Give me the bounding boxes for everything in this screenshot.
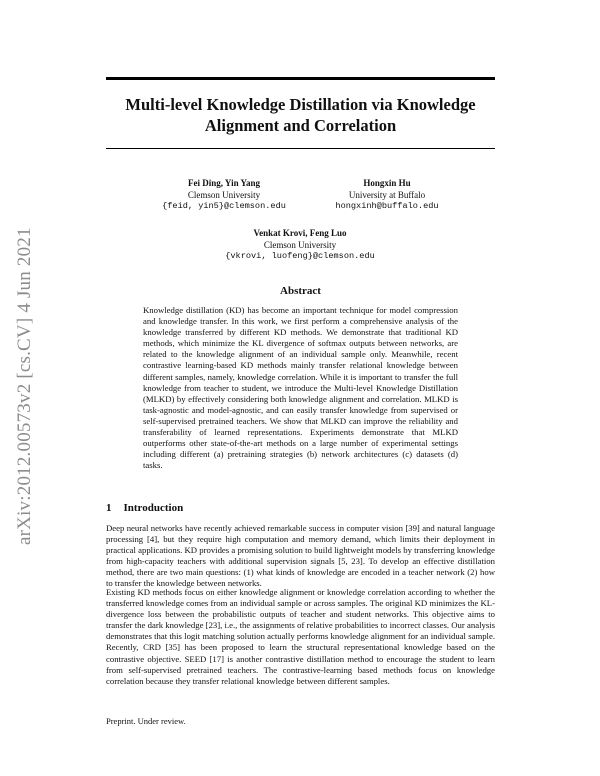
intro-paragraph-2: Existing KD methods focus on either knowledge alignment or knowledge correlation according to whether the transferred knowledge comes from an individual sample or across samples. The original KD minimizes the KL-divergence loss between the probabilistic outputs of teacher and student networks. This objective aims to transfer the dark knowledge [23], i.e., the assignments of relative probabilities to incorrect classes. Our analysis demonstrates that this logit matching solution actually performs knowledge alignment for an individual sample. Recently, CRD [35] has been proposed to learn the structural representational knowledge based on the contrastive objective. SEED [17] is another contrastive distillation method to encourage the student to learn from self-supervised pretrained teachers. The contrastive-learning based methods focus on knowledge correlation because they transfer relational knowledge between different samples. [106, 587, 495, 686]
title-top-rule [106, 77, 495, 80]
author-email: {feid, yin5}@clemson.edu [162, 201, 286, 211]
author-affiliation: Clemson University [263, 239, 337, 250]
arxiv-identifier-stamp: arXiv:2012.00573v2 [cs.CV] 4 Jun 2021 [14, 227, 35, 545]
author-block-3 [220, 228, 380, 263]
author-affiliation: University at Buffalo [348, 189, 426, 200]
title-bottom-rule [106, 148, 495, 149]
author-affiliation: Clemson University [187, 189, 261, 200]
author-name: Fei Ding, Yin Yang [187, 178, 260, 188]
author-block-2 [312, 178, 462, 213]
abstract-text: Knowledge distillation (KD) has become an important technique for model compression and knowledge transfer. In this work, we first perform a comprehensive analysis of the knowledge transferred by different KD methods. We demonstrate that traditional KD methods, which minimize the KL divergence of softmax outputs between networks, are related to the knowledge alignment of an individual sample only. Meanwhile, recent contrastive learning-based KD methods mainly transfer relational knowledge between different samples, namely, knowledge correlation. While it is important to transfer the full knowledge from teacher to student, we introduce the Multi-level Knowledge Distillation (MLKD) by effectively considering both knowledge alignment and correlation. MLKD is task-agnostic and model-agnostic, and can easily transfer knowledge from supervised or self-supervised pretrained teachers. We show that MLKD can improve the reliability and transferability of learned representations. Experiments demonstrate that MLKD outperforms other state-of-the-art methods on a large number of experimental settings including different (a) pretraining strategies (b) network architectures (c) datasets (d) tasks. [143, 305, 458, 471]
abstract-heading: Abstract [280, 285, 321, 297]
author-name: Hongxin Hu [363, 178, 411, 188]
paper-title: Multi-level Knowledge Distillation via Knowledge Alignment and Correlation [125, 95, 476, 135]
section-number: 1 [106, 502, 112, 514]
intro-paragraph-1: Deep neural networks have recently achieved remarkable success in computer vision [39] and natural language processing [4], but they require high computation and memory demand, which limits their deployment in practical applications. KD provides a promising solution to build lightweight models by transferring knowledge from high-capacity teachers with additional supervision signals [5, 23]. To develop an effective distillation method, there are two main questions: (1) what kinds of knowledge are encoded in a teacher network (2) how to transfer the knowledge between networks. [106, 523, 495, 589]
author-email: hongxinh@buffalo.edu [335, 201, 439, 211]
author-email: {vkrovi, luofeng}@clemson.edu [225, 251, 375, 261]
section-title: Introduction [123, 502, 184, 514]
author-name: Venkat Krovi, Feng Luo [253, 228, 347, 238]
preprint-footer: Preprint. Under review. [106, 716, 186, 726]
section-heading [106, 502, 183, 514]
author-block-1 [144, 178, 304, 213]
